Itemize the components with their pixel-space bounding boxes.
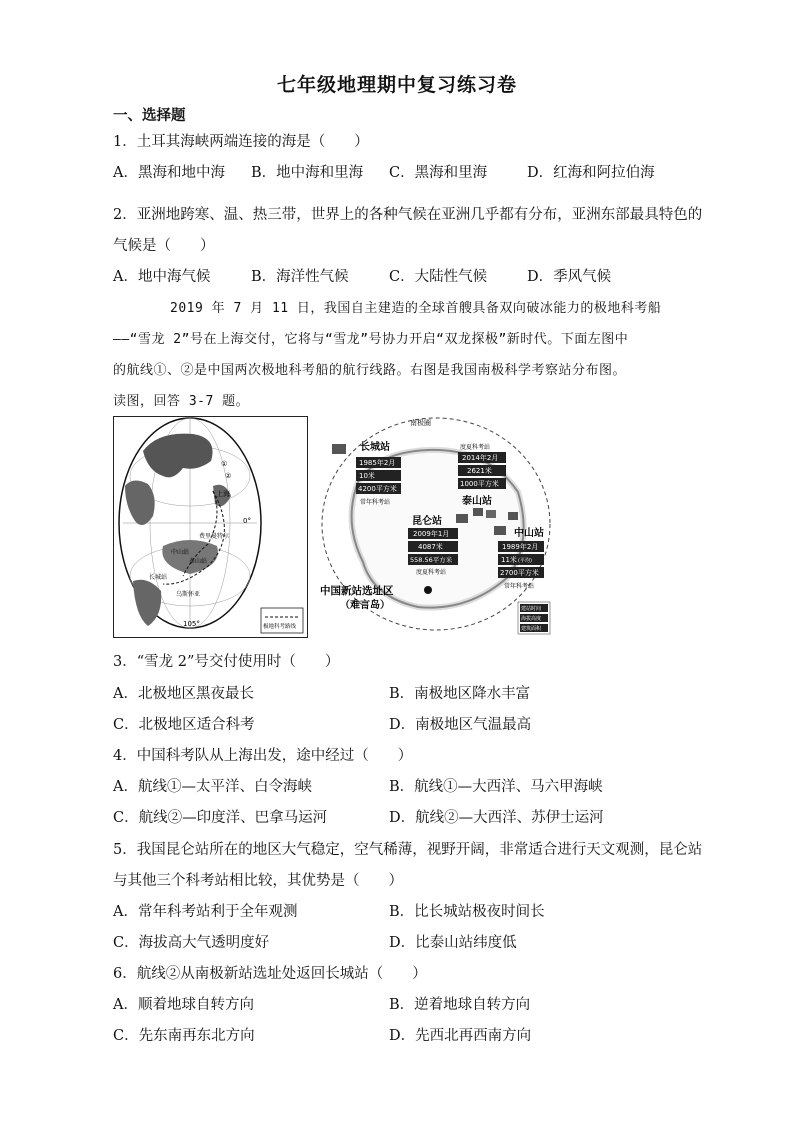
changcheng-area: 4200平方米 xyxy=(358,485,397,493)
legend-area: 建筑面积 xyxy=(521,626,542,632)
kunlun-area: 558.56平方米 xyxy=(410,556,453,564)
changcheng-elevation: 10米 xyxy=(359,472,375,480)
zhongshan-area: 2700平方米 xyxy=(500,569,539,577)
changcheng-type: 常年科考站 xyxy=(360,499,391,506)
q5-option-d: D．比泰山站纬度低 xyxy=(389,935,517,951)
zhongshan-date: 1989年2月 xyxy=(502,543,539,551)
passage-line4: 读图，回答 3-7 题。 xyxy=(113,394,250,409)
q5-option-a: A．常年科考站利于全年观测 xyxy=(113,904,298,920)
q4-option-a: A．航线①—太平洋、白令海峡 xyxy=(113,779,312,795)
q1-option-a: A．黑海和地中海 xyxy=(113,165,225,181)
taishan-type: 度夏科考站 xyxy=(460,444,491,451)
q3-option-b: B．南极地区降水丰富 xyxy=(389,686,531,702)
q6-option-d: D．先西北再西南方向 xyxy=(389,1028,532,1044)
label-changcheng: 长城站 xyxy=(149,574,168,581)
q6-option-c: C．先东南再东北方向 xyxy=(113,1028,255,1044)
q5-stem-line2: 与其他三个科考站相比较，其优势是（ ） xyxy=(113,873,403,889)
label-taishan: 泰山站 xyxy=(189,558,208,565)
q6-option-a: A．顺着地球自转方向 xyxy=(113,997,254,1013)
changcheng-name: 长城站 xyxy=(360,442,390,453)
q3-stem: 3．“雪龙 2”号交付使用时（ ） xyxy=(113,654,340,670)
q4-option-c: C．航线②—印度洋、巴拿马运河 xyxy=(113,810,328,826)
zhongshan-elevation: 11米 xyxy=(501,556,517,564)
q6-option-b: B．逆着地球自转方向 xyxy=(389,997,531,1013)
q1-stem: 1．土耳其海峡两端连接的海是（ ） xyxy=(113,134,369,150)
q3-option-c: C．北极地区适合科考 xyxy=(113,717,255,733)
label-zhongshan: 中山站 xyxy=(171,549,190,556)
q5-option-c: C．海拔高大气透明度好 xyxy=(113,935,270,951)
legend-elevation: 海拔高度 xyxy=(521,616,542,622)
q1-option-b: B．地中海和里海 xyxy=(251,165,364,181)
changcheng-date: 1985年2月 xyxy=(359,459,396,467)
q5-stem-line1: 5．我国昆仑站所在的地区大气稳定，空气稀薄，视野开阔，非常适合进行天文观测，昆仑站 xyxy=(113,842,703,858)
kunlun-elevation: 4087米 xyxy=(418,543,443,551)
q4-stem: 4．中国科考队从上海出发，途中经过（ ） xyxy=(113,748,413,764)
passage-line1: 2019 年 7 月 11 日，我国自主建造的全球首艘具备双向破冰能力的极地科考船 xyxy=(170,301,662,316)
page-title: 七年级地理期中复习练习卷 xyxy=(276,74,517,96)
q2-option-c: C．大陆性气候 xyxy=(389,269,488,285)
taishan-date: 2014年2月 xyxy=(462,454,499,462)
q2-stem-line2: 气候是（ ） xyxy=(113,238,215,254)
label-route2: ② xyxy=(225,472,232,480)
taishan-name: 泰山站 xyxy=(462,496,492,507)
legend-route-label: 极地科考路线 xyxy=(263,624,297,630)
kunlun-name: 昆仑站 xyxy=(412,516,442,527)
label-zero-degree: 0° xyxy=(243,517,251,525)
q4-option-b: B．航线①—大西洋、马六甲海峡 xyxy=(389,779,603,795)
world-route-map xyxy=(113,416,308,638)
antarctic-circle-label: 南极圈 xyxy=(410,419,431,427)
newsite-title: 中国新站选址区 xyxy=(320,585,394,597)
label-105-degree: 105° xyxy=(183,620,200,628)
q4-option-d: D．航线②—大西洋、苏伊士运河 xyxy=(389,810,604,826)
label-fremantle: 费里曼特尔 xyxy=(199,533,230,540)
q6-stem: 6．航线②从南极新站选址处返回长城站（ ） xyxy=(113,966,427,982)
zhongshan-name: 中山站 xyxy=(514,528,544,539)
q1-option-d: D．红海和阿拉伯海 xyxy=(527,165,655,181)
q2-option-b: B．海洋性气候 xyxy=(251,269,349,285)
legend-build-time: 建站时间 xyxy=(521,606,542,612)
newsite-marker xyxy=(424,586,432,594)
q2-stem-line1: 2．亚洲地跨寒、温、热三带，世界上的各种气候在亚洲几乎都有分布，亚洲东部最具特色的 xyxy=(113,207,703,223)
zhongshan-type: 常年科考站 xyxy=(504,583,535,590)
kunlun-date: 2009年1月 xyxy=(413,530,450,538)
q2-option-a: A．地中海气候 xyxy=(113,269,211,285)
q3-option-d: D．南极地区气温最高 xyxy=(389,717,532,733)
antarctic-stations-map xyxy=(318,412,558,640)
taishan-elevation: 2621米 xyxy=(467,467,492,475)
label-ushuaia: 乌斯怀亚 xyxy=(176,591,201,598)
passage-line3: 的航线①、②是中国两次极地科考船的航行线路。右图是我国南极科学考察站分布图。 xyxy=(113,363,627,378)
newsite-subtitle: （难言岛） xyxy=(340,600,390,611)
passage-line2: ——“雪龙 2”号在上海交付，它将与“雪龙”号协力开启“双龙探极”新时代。下面左图中 xyxy=(113,332,629,347)
q5-option-b: B．比长城站极夜时间长 xyxy=(389,904,545,920)
q3-option-a: A．北极地区黑夜最长 xyxy=(113,686,254,702)
taishan-area: 1000平方米 xyxy=(460,480,499,488)
zhongshan-note: (平均) xyxy=(518,558,532,564)
kunlun-type: 度夏科考站 xyxy=(416,569,447,576)
q1-option-c: C．黑海和里海 xyxy=(389,165,488,181)
section-heading: 一、选择题 xyxy=(113,107,186,124)
label-route1: ① xyxy=(221,460,228,468)
label-shanghai: 上海 xyxy=(216,490,230,498)
q2-option-d: D．季风气候 xyxy=(527,269,612,285)
